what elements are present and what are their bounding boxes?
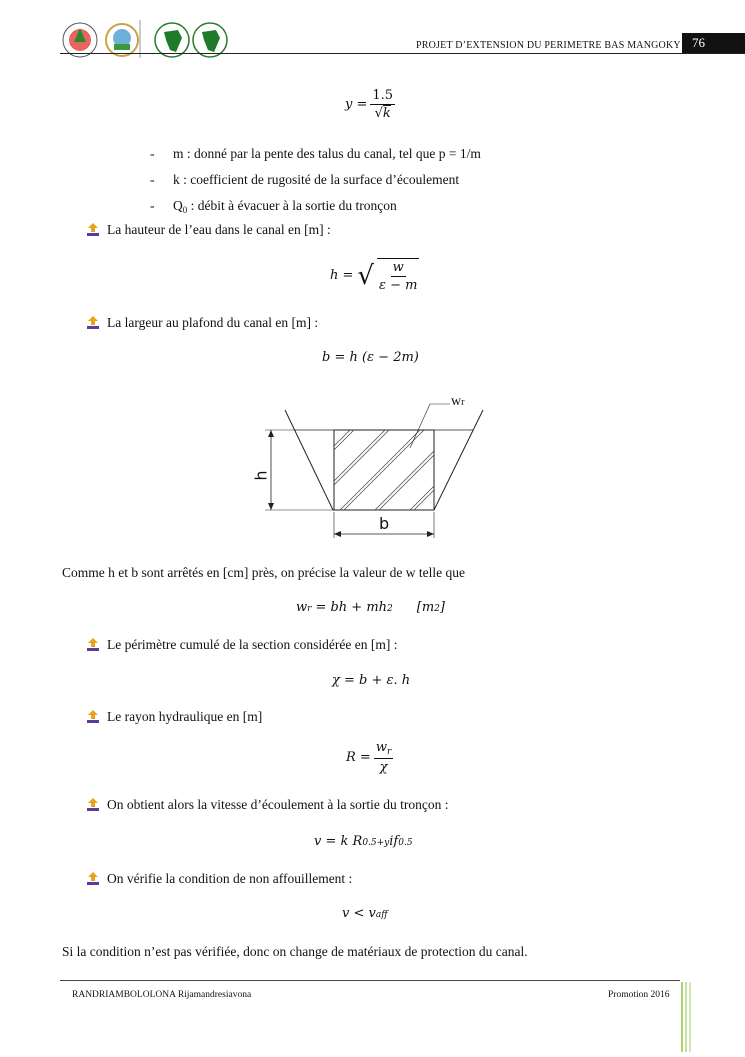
canal-cross-section-diagram xyxy=(245,390,505,545)
formula-h-numerator: w xyxy=(392,260,404,275)
formula-y-lhs: y = xyxy=(345,97,368,112)
formula-chi: χ = b + ε. h xyxy=(332,673,411,688)
formula-b: b = h (ε − 2m) xyxy=(322,350,419,365)
arrow-bullet-icon xyxy=(86,316,100,330)
formula-y: y = $\frac{1.5}{√k}$ xyxy=(345,88,394,121)
definition-list xyxy=(150,146,650,224)
footer-author: RANDRIAMBOLOLONA Rijamandresiavona xyxy=(72,990,252,1000)
page-number: 76 xyxy=(682,33,745,53)
bullet-item: Le rayon hydraulique en [m] xyxy=(86,709,262,725)
green-lines-icon xyxy=(680,982,694,1052)
bullet-item: La hauteur de l’eau dans le canal en [m] : xyxy=(86,222,331,238)
list-item: - m : donné par la pente des talus du canal, tel que p = 1/m xyxy=(150,146,481,161)
arrow-bullet-icon xyxy=(86,223,100,237)
bullet-item: On obtient alors la vitesse d’écoulement à la sortie du tronçon : xyxy=(86,797,449,813)
header-title: PROJET D’EXTENSION DU PERIMETRE BAS MANGOKY xyxy=(416,40,681,51)
formula-y-denominator: k xyxy=(382,106,391,121)
diagram-label-b: b xyxy=(379,514,390,533)
footer-decoration xyxy=(680,982,694,1057)
formula-vaff: v < v aff xyxy=(342,906,388,921)
diagram-label-h: h xyxy=(251,470,271,481)
formula-y-numerator: 1.5 xyxy=(372,88,394,103)
arrow-bullet-icon xyxy=(86,710,100,724)
paragraph-si: Si la condition n’est pas vérifiée, donc on change de matériaux de protection du canal. xyxy=(62,944,528,959)
bullet-item: La largeur au plafond du canal en [m] : xyxy=(86,315,318,331)
diagram-label-wr: wr xyxy=(451,394,465,409)
header-logos xyxy=(60,20,235,60)
formula-R: R = $\frac{w_r}{\chi}$ xyxy=(346,740,392,775)
arrow-bullet-icon xyxy=(86,638,100,652)
paragraph-comme: Comme h et b sont arrêtés en [cm] près, on précise la valeur de w telle que xyxy=(62,565,465,580)
header-rule xyxy=(60,53,745,54)
bullet-item: Le périmètre cumulé de la section considérée en [m] : xyxy=(86,637,398,653)
formula-h: h = √ $\frac{w}{\varepsilon - m}$ xyxy=(330,260,418,293)
formula-wr: w r = bh + mh 2 [m 2 ] xyxy=(296,600,445,615)
formula-v: v = k R 0.5+y if 0.5 xyxy=(314,834,413,849)
arrow-bullet-icon xyxy=(86,798,100,812)
footer-promotion: Promotion 2016 xyxy=(608,990,670,1000)
footer-rule xyxy=(60,980,680,981)
list-item: - $Q_0$ : débit à évacuer à la sortie du tronçon xyxy=(150,198,397,215)
list-item: - k : coefficient de rugosité de la surface d’écoulement xyxy=(150,172,460,187)
arrow-bullet-icon xyxy=(86,872,100,886)
trapezoid-section-icon xyxy=(245,390,505,540)
formula-h-lhs: h = xyxy=(330,268,354,283)
partner-logos-icon xyxy=(60,20,235,62)
bullet-item: On vérifie la condition de non affouillement : xyxy=(86,871,352,887)
formula-h-denominator: ε − m xyxy=(378,278,418,293)
